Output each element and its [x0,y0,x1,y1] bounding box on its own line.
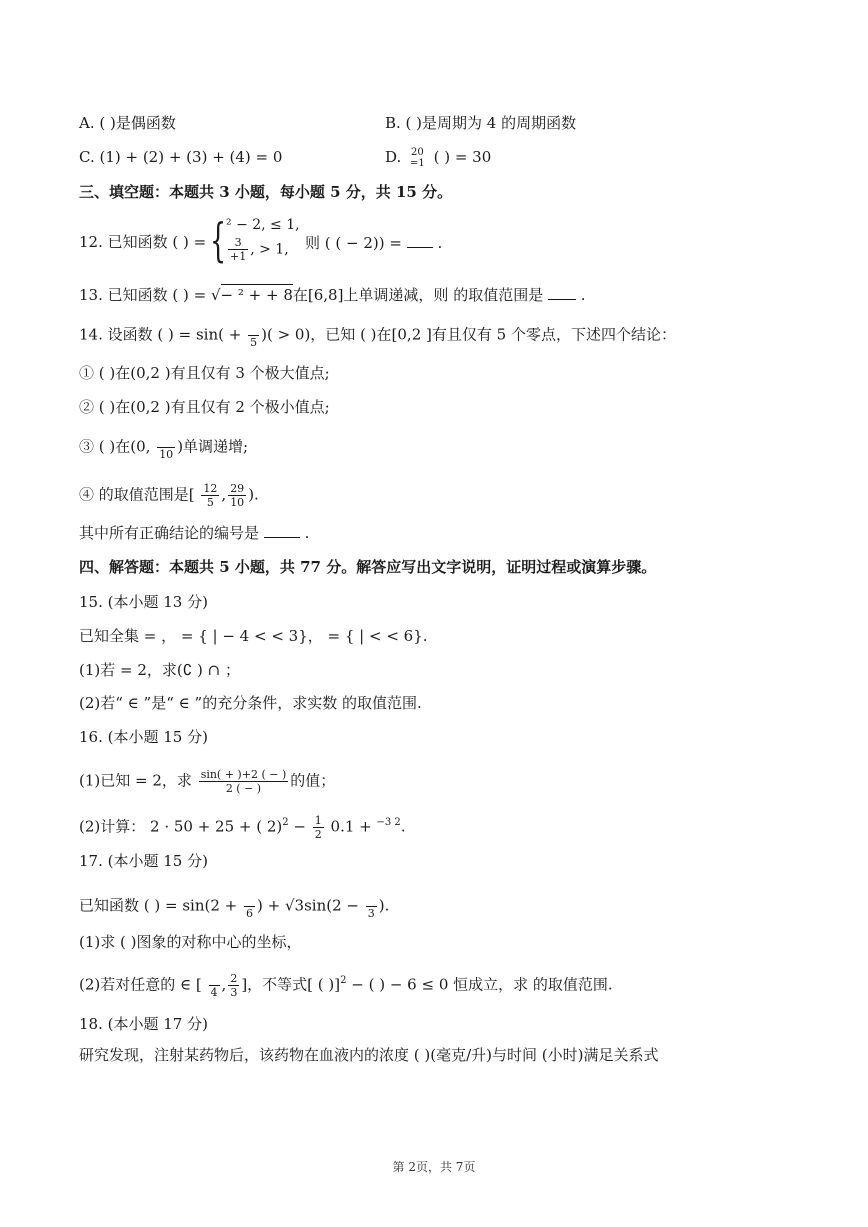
q17-part1: (1)求 ( )图象的对称中心的坐标， [79,933,302,951]
q14-conclusion-1: ① ( )在(0,2 )有且仅有 3 个极大值点; [79,364,330,382]
q14-frac-den: 5 [250,336,258,349]
q12-end: . [437,234,443,252]
q16-p2-exponent: −3 2 [376,816,401,828]
q14-c3-num [157,434,175,448]
option-d [385,147,491,169]
q12-case2-num: 3 [228,236,248,250]
q16-p1-num: sin( + )+2 ( − ) [200,768,287,781]
q14-conclusion-2: ② ( )在(0,2 )有且仅有 2 个极小值点; [79,398,330,416]
q17-f1-den: 6 [246,907,254,920]
q14-c4-fraction-2 [228,482,246,509]
option-c: C. (1) + (2) + (3) + (4) = 0 [79,148,283,166]
q15-part1: (1)若 = 2，求(∁ ) ∩ ； [79,661,241,679]
q14-c4-f1-den: 5 [206,496,214,509]
q17-p2-square: 2 [340,974,347,986]
q17-stem [79,893,389,920]
q12-prefix: 12. 已知函数 ( ) = [79,233,207,251]
q12-case2-tail: , > 1, [250,241,289,258]
q17-p2-f2-num: 2 [230,972,238,985]
q13-line [79,284,586,305]
q16-title: 16. (本小题 15 分) [79,728,208,746]
q12-suffix-text: 则 ( ( − 2)) = [305,234,402,252]
q14-frac-num [248,322,259,336]
q12-case2-den: +1 [230,250,247,263]
q13-prefix: 13. 已知函数 ( ) = √ [79,286,221,304]
q18-title: 18. (本小题 17 分) [79,1015,208,1033]
q17-stem-end: ). [378,896,390,915]
q12-case2-fraction [228,236,248,263]
q12-case2 [226,236,289,263]
piecewise-brace: { [210,213,227,267]
q14-c4-post: ). [248,485,259,504]
q18-stem: 研究发现，注射某药物后，该药物在血液内的浓度 ( )(毫克/升)与时间 (小时)满足关系式 [79,1046,659,1064]
q17-p2-post: − ( ) − 6 ≤ 0 恒成立，求 的取值范围. [346,975,613,994]
q16-p2-half-den: 2 [314,828,322,841]
q14-c4-fraction-1 [201,482,219,509]
sum-lower: =1 [410,158,425,169]
q17-title: 17. (本小题 15 分) [79,852,208,870]
q17-stem-pre: 已知函数 ( ) = sin(2 + [79,896,238,915]
q14-line [79,322,676,349]
q14-answer-blank[interactable] [264,522,300,538]
q15-title: 15. (本小题 13 分) [79,593,208,611]
q16-p2-post: 0.1 + [325,817,372,836]
q17-f2-num [366,893,377,907]
q14-c4-f1-num: 12 [203,482,218,495]
section-4-heading: 四、解答题：本题共 5 小题，共 77 分。解答应写出文字说明，证明过程或演算步骤。 [79,558,657,576]
q14-suffix: )( > 0)，已知 ( )在[0,2 ]有且仅有 5 个零点，下述四个结论： [261,325,676,344]
q14-c3-pre: ③ ( )在(0, [79,437,151,456]
page-footer: 第 2页，共 7页 [392,1160,476,1174]
q16-p1-pre: (1)已知 = 2，求 [79,771,192,790]
q16-p2-pre: (2)计算： 2 · 50 + 25 + ( 2) [79,817,283,836]
q14-c3-post: )单调递增; [177,437,249,456]
q14-conclusion-line [79,522,309,543]
q14-c3-den: 10 [159,448,174,461]
q14-c4-f2-den: 10 [230,496,245,509]
q15-part2: (2)若“ ∈ ”是“ ∈ ”的充分条件，求实数 的取值范围. [79,694,422,712]
q14-c3-fraction [157,434,175,461]
option-b: B. ( )是周期为 4 的周期函数 [385,114,577,132]
q14-conclusion-3 [79,434,248,461]
q14-c4-f2-num: 29 [230,482,245,495]
q16-part1 [79,768,335,795]
q17-p2-mid: ]，不等式[ ( )] [241,975,341,994]
option-d-label: D. [385,148,402,166]
q15-stem: 已知全集 = ， = { | − 4 < < 3}， = { | < < 6}. [79,627,428,645]
q17-p2-fraction-2 [228,972,239,999]
sum-operator [410,147,425,169]
q17-part2: (2)若对任意的 ∈ [ 4 , $\frac{2}{3}$ ]，不等式[ ( )]$^2$ − ( ) − 6 ≤ 0 恒成立，求 的取值范围. [79,972,613,999]
q17-fraction-2 [366,893,377,920]
q14-fraction [248,322,259,349]
q16-p1-fraction [199,768,289,795]
q17-p2-f2-den: 3 [230,986,238,999]
q16-p2-end: . [400,817,406,836]
q16-part2 [79,814,406,841]
q13-suffix: 在[6,8]上单调递减，则 的取值范围是 [292,286,544,304]
q12-answer-blank[interactable] [407,232,433,248]
q17-f1-num [244,893,255,907]
q16-p1-post: 的值； [290,771,336,790]
section-3-heading: 三、填空题：本题共 3 小题，每小题 5 分，共 15 分。 [79,183,453,201]
q17-stem-mid: ) + √3sin(2 − [257,896,359,915]
q13-answer-blank[interactable] [548,284,576,300]
q14-conclusion-4: ④ 的取值范围是[ $\frac{12}{5}$ , $\frac{29}{10}$ ). [79,482,259,509]
q17-fraction-1 [244,893,255,920]
q14-prefix: 14. 设函数 ( ) = sin( + [79,325,242,344]
q17-p2-f1-den: 4 [210,986,218,999]
q16-p1-den: 2 ( − ) [225,782,262,795]
q17-p2-pre: (2)若对任意的 ∈ [ [79,975,202,994]
sum-upper: 20 [411,147,424,158]
q16-p2-mid: − [288,817,306,836]
q14-c4-pre: ④ 的取值范围是[ [79,485,195,504]
q16-p2-half-num: 1 [314,814,322,827]
q13-radicand: − ² + + 8 [220,286,293,304]
q13-end: . [580,286,586,304]
q17-f2-den: 3 [367,907,375,920]
option-d-rest: ( ) = 30 [433,148,492,166]
q17-p2-f1-num [209,972,220,986]
q12-case1: ² − 2, ≤ 1, [226,217,300,233]
q14-conclusion-text: 其中所有正确结论的编号是 [79,524,260,542]
q16-p2-square: 2 [282,816,289,828]
q12-suffix [305,232,442,253]
q14-conclusion-end: . [304,524,310,542]
q16-p2-half [313,814,324,841]
option-a: A. ( )是偶函数 [79,114,176,132]
q17-p2-fraction-1 [209,972,220,999]
